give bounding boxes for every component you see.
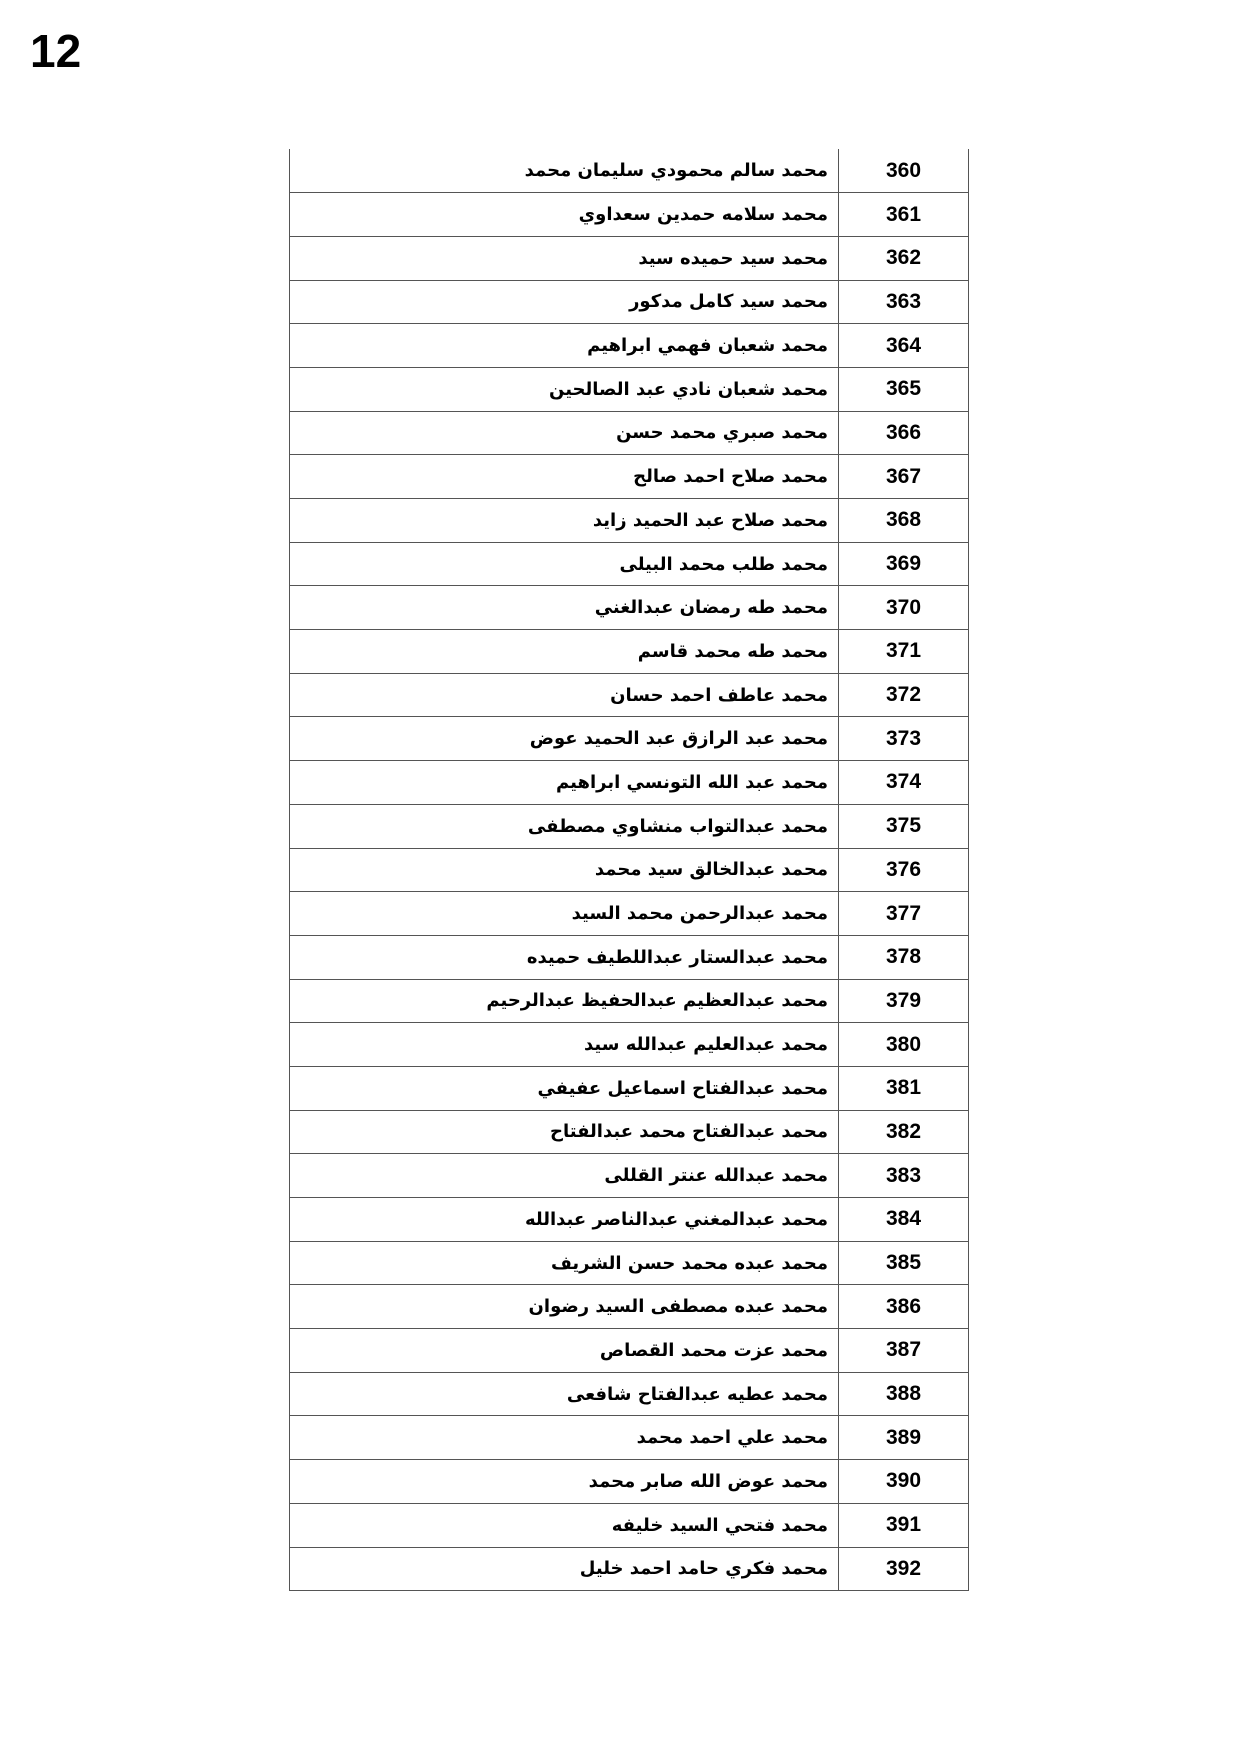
row-number-cell: 361 — [839, 193, 969, 237]
table-row — [290, 193, 969, 237]
table-row — [290, 586, 969, 630]
row-number-cell: 376 — [839, 848, 969, 892]
name-cell: محمد طه رمضان عبدالغني — [290, 586, 839, 630]
row-number-cell: 381 — [839, 1066, 969, 1110]
row-number-cell: 369 — [839, 542, 969, 586]
table-row — [290, 717, 969, 761]
row-number-cell: 368 — [839, 499, 969, 543]
row-number-cell: 386 — [839, 1285, 969, 1329]
table-row — [290, 673, 969, 717]
row-number-cell: 364 — [839, 324, 969, 368]
row-number-cell: 366 — [839, 411, 969, 455]
name-cell: محمد عبدالتواب منشاوي مصطفى — [290, 804, 839, 848]
table-row — [290, 1066, 969, 1110]
row-number-cell: 373 — [839, 717, 969, 761]
table-row — [290, 149, 969, 193]
table-row — [290, 499, 969, 543]
row-number-cell: 390 — [839, 1460, 969, 1504]
name-cell: محمد عاطف احمد حسان — [290, 673, 839, 717]
name-cell: محمد عبد الرازق عبد الحميد عوض — [290, 717, 839, 761]
row-number-cell: 370 — [839, 586, 969, 630]
name-cell: محمد عبدالله عنتر القللى — [290, 1154, 839, 1198]
row-number-cell: 385 — [839, 1241, 969, 1285]
name-cell: محمد فتحي السيد خليفه — [290, 1503, 839, 1547]
name-cell: محمد سالم محمودي سليمان محمد — [290, 149, 839, 193]
row-number-cell: 365 — [839, 367, 969, 411]
table-row — [290, 1241, 969, 1285]
table-row — [290, 1547, 969, 1591]
name-cell: محمد عطيه عبدالفتاح شافعى — [290, 1372, 839, 1416]
name-cell: محمد سيد كامل مدكور — [290, 280, 839, 324]
name-cell: محمد فكري حامد احمد خليل — [290, 1547, 839, 1591]
name-cell: محمد عبدالفتاح محمد عبدالفتاح — [290, 1110, 839, 1154]
name-cell: محمد عبدالمغني عبدالناصر عبدالله — [290, 1198, 839, 1242]
name-cell: محمد عبده محمد حسن الشريف — [290, 1241, 839, 1285]
table-row — [290, 1198, 969, 1242]
row-number-cell: 360 — [839, 149, 969, 193]
name-cell: محمد طه محمد قاسم — [290, 630, 839, 674]
name-cell: محمد شعبان نادي عبد الصالحين — [290, 367, 839, 411]
table-row — [290, 1416, 969, 1460]
table-row — [290, 761, 969, 805]
name-cell: محمد صلاح احمد صالح — [290, 455, 839, 499]
table-row — [290, 1329, 969, 1373]
name-cell: محمد عبدالخالق سيد محمد — [290, 848, 839, 892]
table-row — [290, 979, 969, 1023]
row-number-cell: 382 — [839, 1110, 969, 1154]
row-number-cell: 384 — [839, 1198, 969, 1242]
row-number-cell: 363 — [839, 280, 969, 324]
table-row — [290, 630, 969, 674]
table-row — [290, 935, 969, 979]
table-row — [290, 892, 969, 936]
names-table — [289, 149, 969, 1591]
name-cell: محمد عبدالستار عبداللطيف حميده — [290, 935, 839, 979]
table-row — [290, 1110, 969, 1154]
row-number-cell: 372 — [839, 673, 969, 717]
table-row — [290, 1372, 969, 1416]
table-row — [290, 1460, 969, 1504]
row-number-cell: 378 — [839, 935, 969, 979]
name-cell: محمد صبري محمد حسن — [290, 411, 839, 455]
row-number-cell: 380 — [839, 1023, 969, 1067]
row-number-cell: 362 — [839, 236, 969, 280]
row-number-cell: 379 — [839, 979, 969, 1023]
row-number-cell: 375 — [839, 804, 969, 848]
table-row — [290, 280, 969, 324]
name-cell: محمد عبدالعليم عبدالله سيد — [290, 1023, 839, 1067]
table-row — [290, 236, 969, 280]
name-cell: محمد عزت محمد القصاص — [290, 1329, 839, 1373]
table-row — [290, 367, 969, 411]
name-cell: محمد عبدالرحمن محمد السيد — [290, 892, 839, 936]
name-cell: محمد طلب محمد البيلى — [290, 542, 839, 586]
table-row — [290, 411, 969, 455]
row-number-cell: 392 — [839, 1547, 969, 1591]
name-cell: محمد عبد الله التونسي ابراهيم — [290, 761, 839, 805]
row-number-cell: 367 — [839, 455, 969, 499]
name-cell: محمد شعبان فهمي ابراهيم — [290, 324, 839, 368]
row-number-cell: 389 — [839, 1416, 969, 1460]
table-row — [290, 542, 969, 586]
name-cell: محمد عبده مصطفى السيد رضوان — [290, 1285, 839, 1329]
table-row — [290, 1285, 969, 1329]
page-number: 12 — [30, 25, 82, 77]
row-number-cell: 388 — [839, 1372, 969, 1416]
row-number-cell: 371 — [839, 630, 969, 674]
table-row — [290, 804, 969, 848]
table-row — [290, 324, 969, 368]
name-cell: محمد صلاح عبد الحميد زايد — [290, 499, 839, 543]
table-row — [290, 1023, 969, 1067]
name-cell: محمد علي احمد محمد — [290, 1416, 839, 1460]
row-number-cell: 377 — [839, 892, 969, 936]
row-number-cell: 374 — [839, 761, 969, 805]
row-number-cell: 383 — [839, 1154, 969, 1198]
name-cell: محمد عبدالفتاح اسماعيل عفيفي — [290, 1066, 839, 1110]
name-cell: محمد عوض الله صابر محمد — [290, 1460, 839, 1504]
row-number-cell: 387 — [839, 1329, 969, 1373]
name-cell: محمد عبدالعظيم عبدالحفيظ عبدالرحيم — [290, 979, 839, 1023]
name-cell: محمد سلامه حمدين سعداوي — [290, 193, 839, 237]
name-cell: محمد سيد حميده سيد — [290, 236, 839, 280]
table-row — [290, 1154, 969, 1198]
table-row — [290, 1503, 969, 1547]
table-body — [290, 149, 969, 1591]
table-row — [290, 455, 969, 499]
row-number-cell: 391 — [839, 1503, 969, 1547]
table-row — [290, 848, 969, 892]
